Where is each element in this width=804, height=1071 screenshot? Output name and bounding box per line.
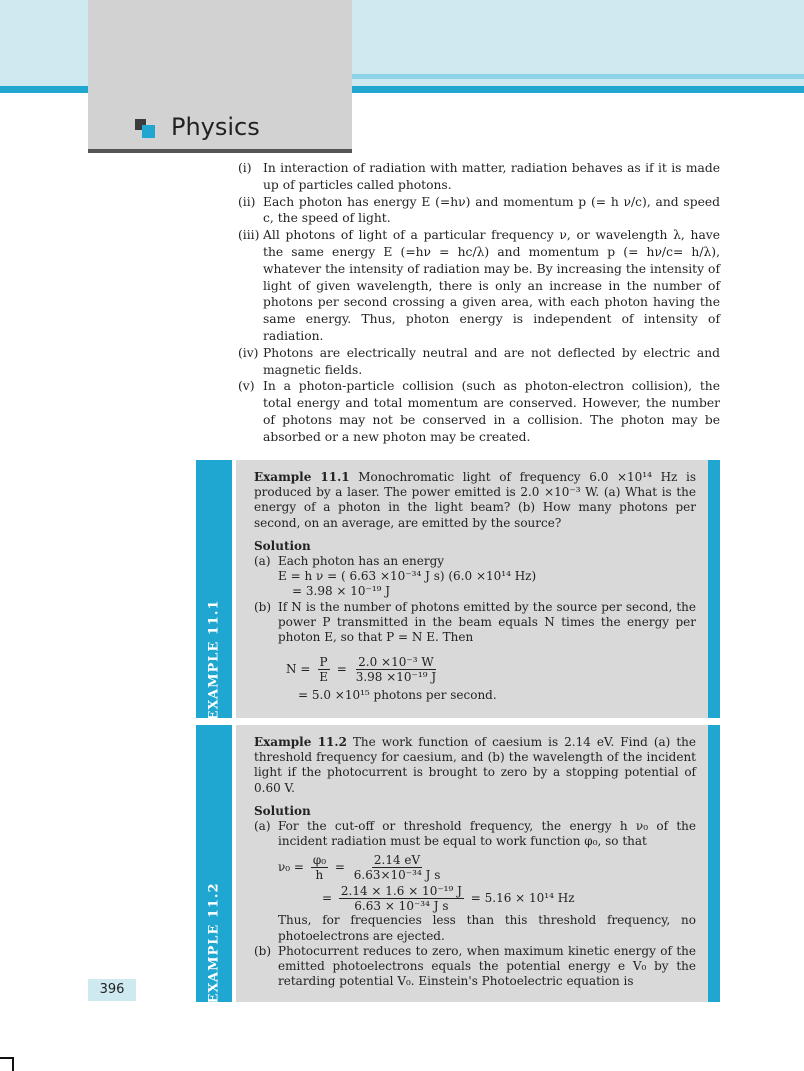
chapter-header-rule — [88, 149, 352, 153]
solution-heading: Solution — [254, 538, 311, 553]
example-question: Example 11.1 Monochromatic light of frequency 6.0 ×10¹⁴ Hz is produced by a laser. The power emitted is 2.0 ×10⁻³ W. (a) What is the energy of a photon in the light beam? (b) How many photons per second, on an average, are emitted by the source? — [254, 470, 696, 530]
example-side-tab — [196, 460, 232, 721]
solution-part-a: (a) Each photon has an energy E = h ν = ( 6.63 ×10⁻³⁴ J s) (6.0 ×10¹⁴ Hz) = 3.98 × 10⁻¹⁹ J — [254, 554, 696, 600]
example-11-1-box — [196, 460, 720, 721]
equation: N = $\frac{P}{E}$ = $\frac{\text{2.0 ×10⁻³ W}}{\text{3.98 ×10⁻¹⁹ J}}$ — [286, 655, 437, 685]
list-item: (iv) Photons are electrically neutral and are not deflected by electric and magnetic fields. — [238, 345, 720, 377]
example-side-tab — [196, 725, 232, 1002]
example-11-2-box — [196, 725, 720, 1002]
example-side-label: EXAMPLE 11.1 — [206, 599, 222, 721]
example-question: Example 11.2 The work function of caesium is 2.14 eV. Find (a) the threshold frequency for caesium, and (b) the wavelength of the incident light if the photocurrent is brought to zero by a stopping potential of 0.60 V. — [254, 735, 696, 795]
list-item: (v) In a photon-particle collision (such as photon-electron collision), the total energy and total momentum are conserved. However, the number of photons may not be conserved in a collision. The photon may be absorbed or a new photon may be created. — [238, 379, 720, 444]
list-item: (ii) Each photon has energy E (=hν) and momentum p (= h ν/c), and speed c, the speed of light. — [238, 194, 720, 226]
page-number: 396 — [88, 979, 136, 1001]
example-content — [236, 725, 708, 1002]
example-right-bar — [708, 725, 720, 1002]
solution-heading: Solution — [254, 803, 311, 818]
example-right-bar — [708, 460, 720, 718]
equation: = $\frac{\text{2.14 × 1.6 × 10⁻¹⁹ J}}{\text{6.63 × 10⁻³⁴ J s}}$ = 5.16 × 10¹⁴ Hz — [322, 884, 575, 914]
example-side-label: EXAMPLE 11.2 — [206, 882, 222, 1004]
equation: ν₀ = $\frac{\text{φ₀}}{h}$ = $\frac{2.14 eV}{\text{6.63×10⁻³⁴ J s}}$ — [278, 853, 441, 883]
photon-properties-list — [238, 160, 720, 446]
solution-part-b: (b) If N is the number of photons emitted by the source per second, the power P transmitted in the beam equals N times the energy per photon E, so that P = N E. Then N = $\frac{P}{E}$ = $\frac{\text{2.0 ×10⁻³ W}}{\text{3.98 ×10⁻¹⁹ J}}$ = 5.0 ×10¹⁵ photons per second. — [254, 599, 696, 703]
crop-mark-bottom-left — [0, 1057, 14, 1071]
subject-title: Physics — [171, 113, 260, 141]
list-item: (i) In interaction of radiation with matter, radiation behaves as if it is made up of particles called photons. — [238, 161, 720, 192]
equation: = 5.0 ×10¹⁵ photons per second. — [298, 688, 497, 703]
header-accent-line — [352, 74, 804, 79]
equation: = 3.98 × 10⁻¹⁹ J — [292, 584, 391, 599]
equation: E = h ν = ( 6.63 ×10⁻³⁴ J s) (6.0 ×10¹⁴ Hz) — [278, 569, 537, 584]
list-item: (iii) All photons of light of a particular frequency ν, or wavelength λ, have the same energy E (=hν = hc/λ) and momentum p (= hν/c= h/λ), whatever the intensity of radiation may be. By increasing the intensity of light of given wavelength, there is only an increase in the number of photons per second crossing a given area, with each photon having the same energy. Thus, photon energy is independent of intensity of radiation. — [238, 228, 720, 343]
solution-part-a: (a) For the cut-off or threshold frequency, the energy h ν₀ of the incident radiation must be equal to work function φ₀, so that ν₀ = $\frac{\text{φ₀}}{h}$ = $\frac{2.14 eV}{\text{6.63×10⁻³⁴ J s}}$ = $\frac{\text{2.14 × 1.6 × 10⁻¹⁹ J}}{\text{6.63 × 10⁻³⁴ J s}}$ = 5.16 × 10¹⁴ Hz Thus, for frequencies less than this threshold frequency, no photoelectrons are ejected. — [254, 819, 696, 943]
example-content — [236, 460, 708, 718]
solution-part-b: (b) Photocurrent reduces to zero, when maximum kinetic energy of the emitted photoelectrons equals the potential energy e V₀ by the retarding potential V₀. Einstein's Photoelectric equation is — [254, 943, 696, 989]
subject-logo-accent-icon — [142, 125, 155, 138]
